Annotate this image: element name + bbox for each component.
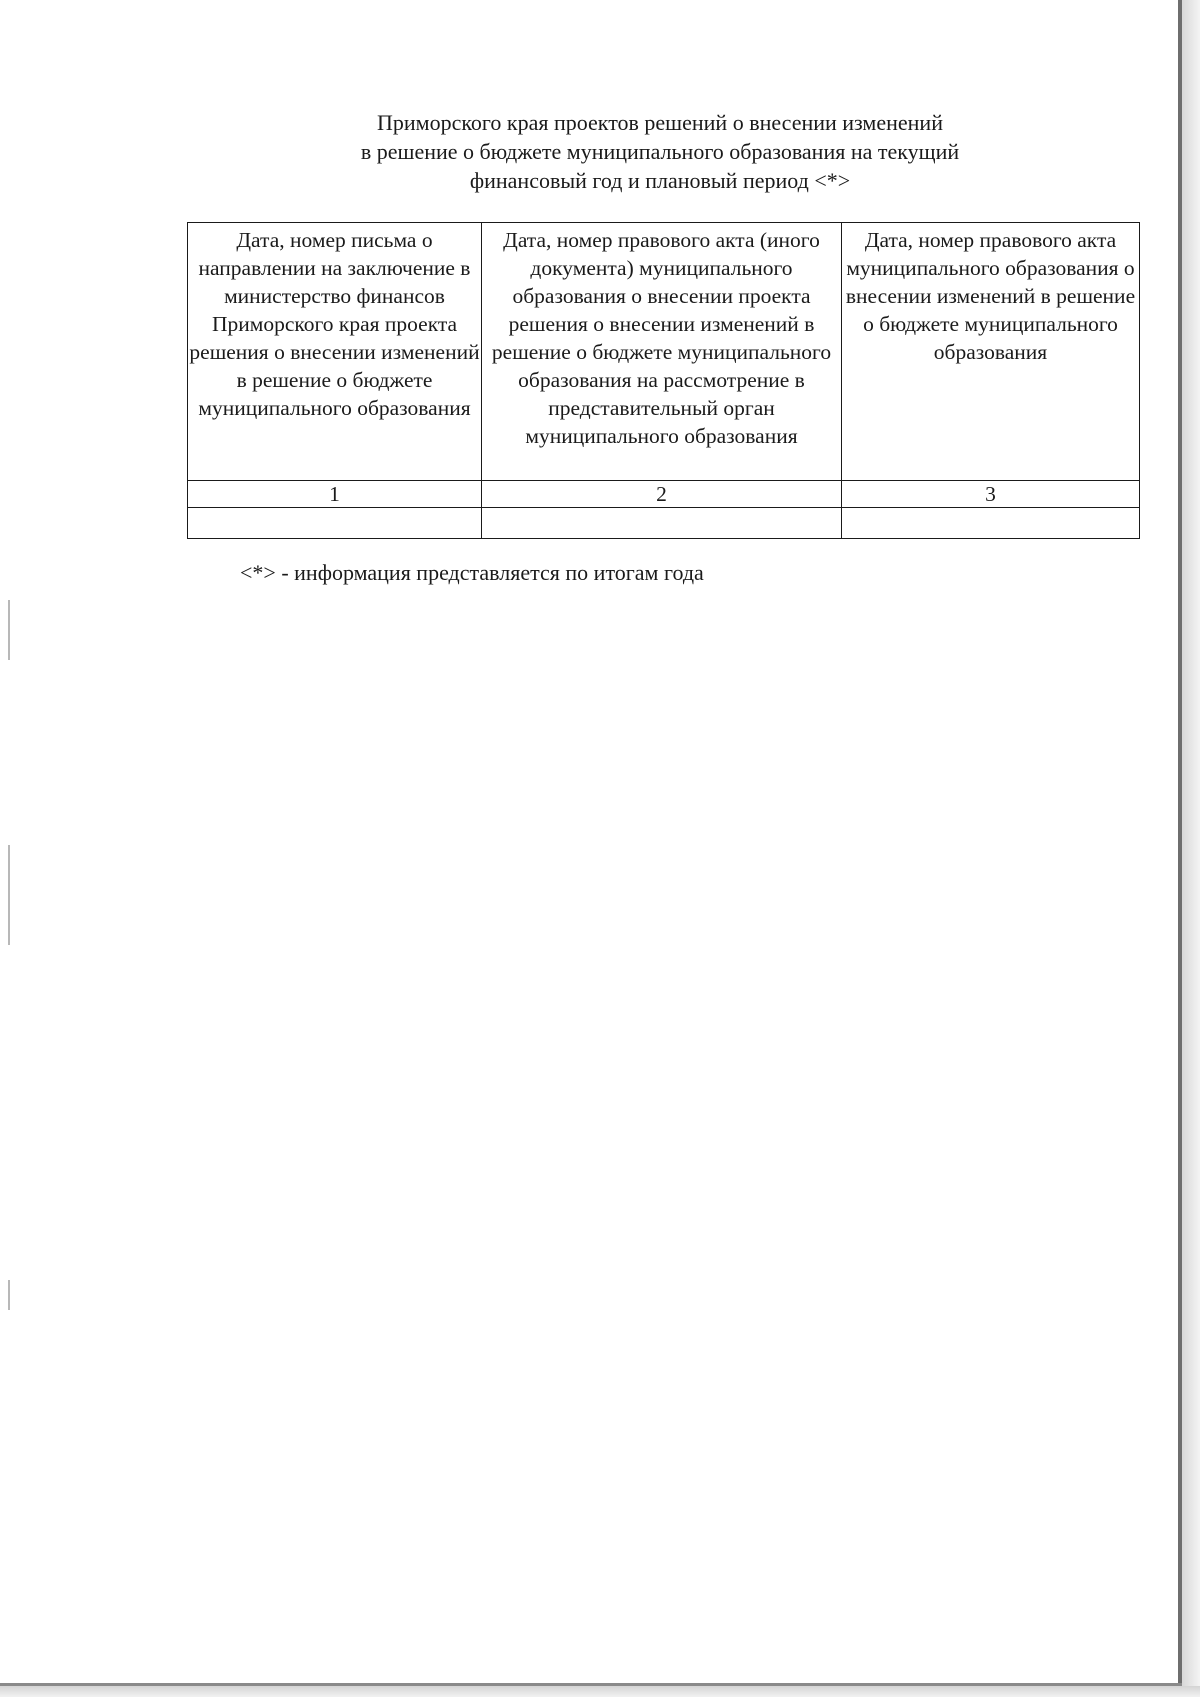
heading-line: финансовый год и плановый период <*>: [469, 168, 851, 193]
page-edge-shadow-bottom: [0, 1686, 1200, 1697]
table-cell: [842, 508, 1140, 539]
heading-line: Приморского края проектов решений о внесении изменений: [377, 110, 943, 135]
column-header-amendment-act: Дата, номер правового акта муниципального образования о внесении изменений в решение о бюджете муниципального образования: [842, 223, 1140, 481]
page-edge-bottom: [0, 1683, 1182, 1686]
table-row: [188, 508, 1140, 539]
scan-mark: [8, 600, 10, 660]
column-number-row: [188, 481, 1140, 508]
table-cell: [188, 508, 482, 539]
column-number: 2: [482, 481, 842, 508]
column-number: 1: [188, 481, 482, 508]
column-header-letter-date: Дата, номер письма о направлении на заключение в министерство финансов Приморского края проекта решения о внесении изменений в решение о бюджете муниципального образования: [188, 223, 482, 481]
scan-mark: [8, 1280, 10, 1310]
column-number: 3: [842, 481, 1140, 508]
scan-mark: [8, 845, 10, 945]
heading-line: в решение о бюджете муниципального образования на текущий: [360, 139, 960, 164]
page-edge-right: [1178, 0, 1182, 1690]
table-cell: [482, 508, 842, 539]
column-header-submission-act: Дата, номер правового акта (иного документа) муниципального образования о внесении проекта решения о внесении изменений в решение о бюджете муниципального образования на рассмотрение в представительный орган муниципального образования: [482, 223, 842, 481]
page-edge-shadow-right: [1182, 0, 1200, 1697]
document-heading: [290, 108, 1030, 195]
table-header-row: [188, 223, 1140, 481]
register-table: [187, 222, 1140, 539]
footnote: <*> - информация представляется по итогам года: [240, 560, 704, 585]
